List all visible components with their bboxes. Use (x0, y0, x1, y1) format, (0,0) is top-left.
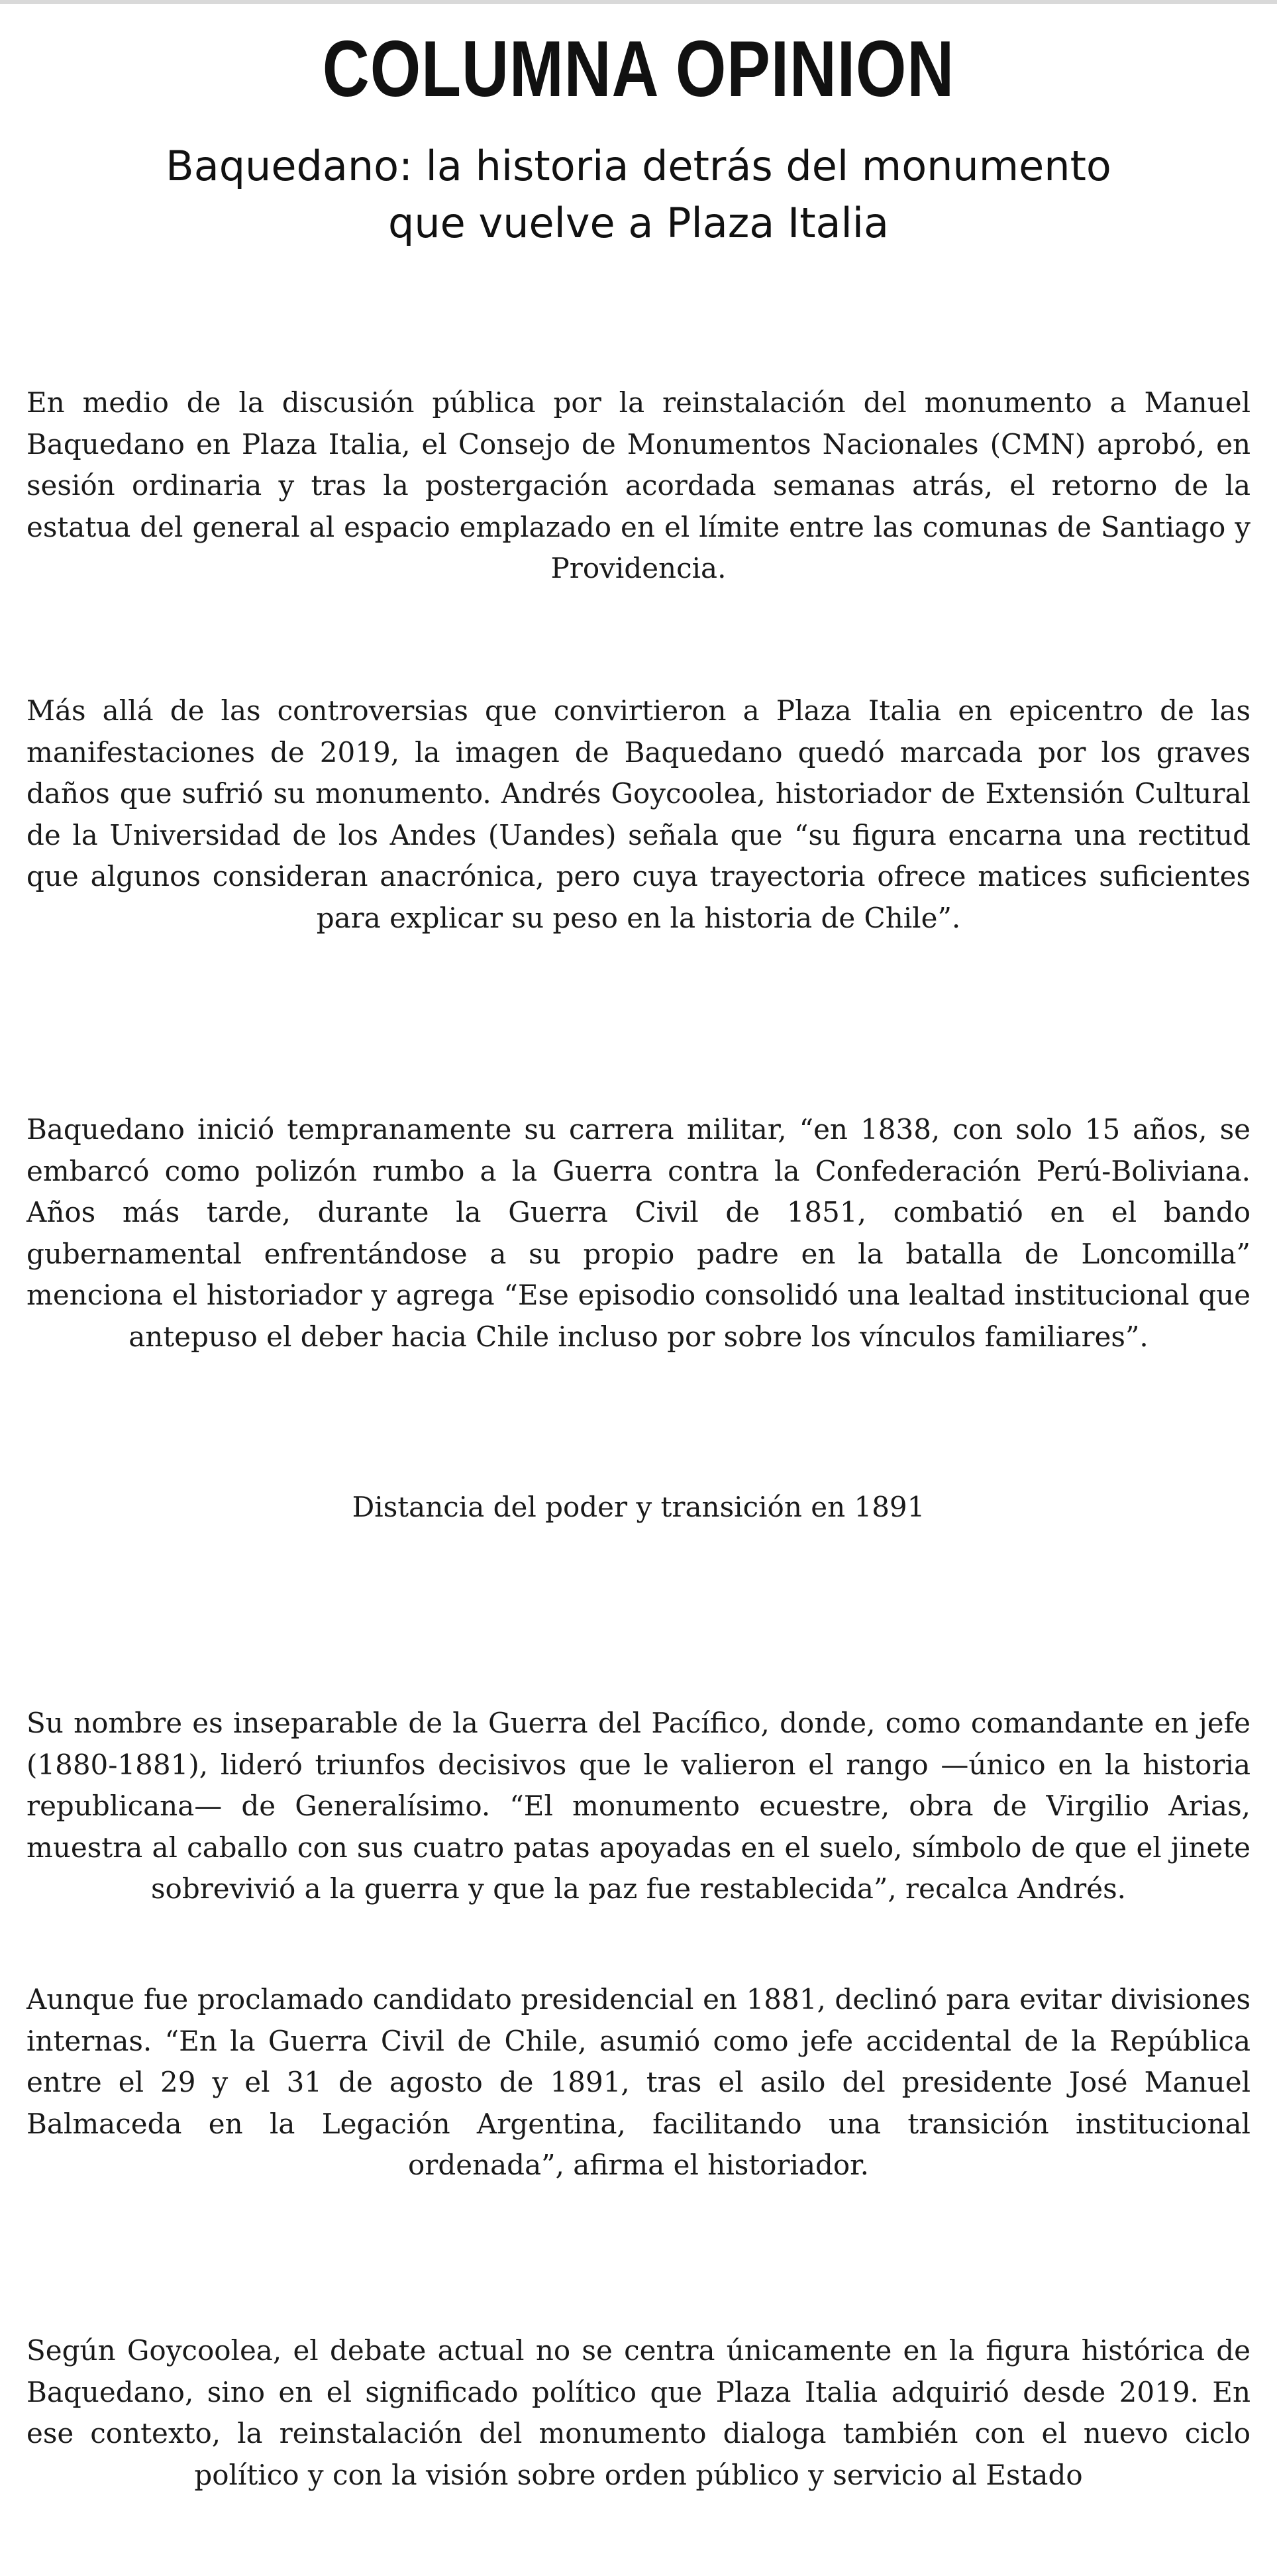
article-headline: Baquedano: la historia detrás del monumento que vuelve a Plaza Italia (166, 142, 1111, 247)
article-paragraph: Su nombre es inseparable de la Guerra del Pacífico, donde, como comandante en jefe (1880-1881), lideró triunfos decisivos que le valieron el rango —único en la historia republicana— de Generalísimo. “El monumento ecuestre, obra de Virgilio Arias, muestra al caballo con sus cuatro patas apoyadas en el suelo, símbolo de que el jinete sobrevivió a la guerra y que la paz fue restablecida”, recalca Andrés. (26, 1707, 1251, 1905)
top-divider (0, 0, 1277, 4)
section-label: COLUMNA OPINION (322, 25, 955, 113)
article-paragraph: Más allá de las controversias que convirtieron a Plaza Italia en epicentro de las manifestaciones de 2019, la imagen de Baquedano quedó marcada por los graves daños que sufrió su monumento. Andrés Goycoolea, historiador de Extensión Cultural de la Universidad de los Andes (Uandes) señala que “su figura encarna una rectitud que algunos consideran anacrónica, pero cuya trayectoria ofrece matices suficientes para explicar su peso en la historia de Chile”. (26, 694, 1251, 934)
article-subheading: Distancia del poder y transición en 1891 (352, 1491, 925, 1523)
article-paragraph: En medio de la discusión pública por la reinstalación del monumento a Manuel Baquedano en Plaza Italia, el Consejo de Monumentos Nacionales (CMN) aprobó, en sesión ordinaria y tras la postergación acordada semanas atrás, el retorno de la estatua del general al espacio emplazado en el límite entre las comunas de Santiago y Providencia. (26, 386, 1251, 584)
article-paragraph: Aunque fue proclamado candidato presidencial en 1881, declinó para evitar divisiones internas. “En la Guerra Civil de Chile, asumió como jefe accidental de la República entre el 29 y el 31 de agosto de 1891, tras el asilo del presidente José Manuel Balmaceda en la Legación Argentina, facilitando una transición institucional ordenada”, afirma el historiador. (26, 1983, 1251, 2181)
article-paragraph: Según Goycoolea, el debate actual no se centra únicamente en la figura histórica de Baquedano, sino en el significado político que Plaza Italia adquirió desde 2019. En ese contexto, la reinstalación del monumento dialoga también con el nuevo ciclo político y con la visión sobre orden público y servicio al Estado (26, 2334, 1251, 2491)
article-paragraph: Baquedano inició tempranamente su carrera militar, “en 1838, con solo 15 años, se embarcó como polizón rumbo a la Guerra contra la Confederación Perú-Boliviana. Años más tarde, durante la Guerra Civil de 1851, combatió en el bando gubernamental enfrentándose a su propio padre en la batalla de Loncomilla” menciona el historiador y agrega “Ese episodio consolidó una lealtad institucional que antepuso el deber hacia Chile incluso por sobre los vínculos familiares”. (26, 1113, 1251, 1353)
